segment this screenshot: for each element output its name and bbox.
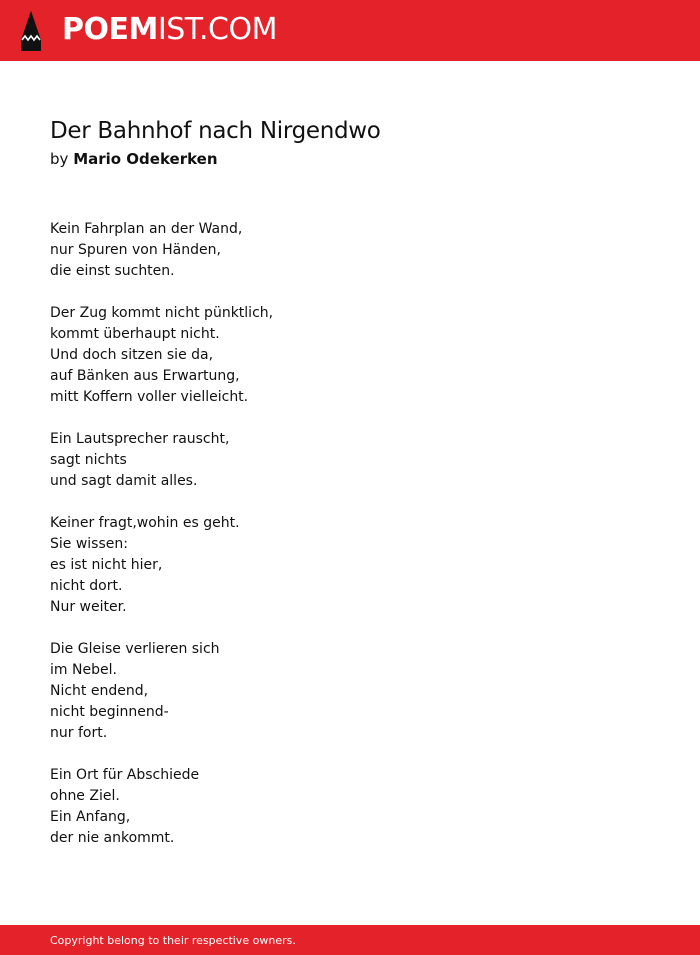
poem-line: nur Spuren von Händen, xyxy=(50,242,221,258)
poem-line: nicht dort. xyxy=(50,578,123,594)
poem-line: es ist nicht hier, xyxy=(50,557,163,573)
poem-line: Ein Lautsprecher rauscht, xyxy=(50,431,230,447)
site-logo[interactable] xyxy=(62,11,277,49)
site-header xyxy=(0,0,700,61)
poem-line: Der Zug kommt nicht pünktlich, xyxy=(50,305,274,321)
stanza xyxy=(50,429,650,492)
author-name: Mario Odekerken xyxy=(73,150,218,168)
poem-body xyxy=(50,219,650,870)
poem-line: nur fort. xyxy=(50,725,108,741)
poem-line: Ein Anfang, xyxy=(50,809,131,825)
poem-line: Keiner fragt,wohin es geht. xyxy=(50,515,240,531)
poem-line: der nie ankommt. xyxy=(50,830,175,846)
copyright-text: Copyright belong to their respective owners. xyxy=(50,934,296,947)
poem-line: auf Bänken aus Erwartung, xyxy=(50,368,240,384)
poem-line: sagt nichts xyxy=(50,452,127,468)
poem-line: Nur weiter. xyxy=(50,599,127,615)
pencil-tip-icon[interactable] xyxy=(18,10,44,52)
poem-line: im Nebel. xyxy=(50,662,117,678)
poem-line: Sie wissen: xyxy=(50,536,128,552)
poem-line: Die Gleise verlieren sich xyxy=(50,641,220,657)
poem-line: Nicht endend, xyxy=(50,683,149,699)
stanza xyxy=(50,303,650,408)
poem-line: kommt überhaupt nicht. xyxy=(50,326,220,342)
stanza xyxy=(50,513,650,618)
poem-line: ohne Ziel. xyxy=(50,788,120,804)
stanza xyxy=(50,639,650,744)
poem-line: die einst suchten. xyxy=(50,263,175,279)
poem-line: Ein Ort für Abschiede xyxy=(50,767,200,783)
logo-text-light: IST.COM xyxy=(157,12,277,47)
poem-line: nicht beginnend- xyxy=(50,704,169,720)
poem-line: Und doch sitzen sie da, xyxy=(50,347,214,363)
poem-title: Der Bahnhof nach Nirgendwo xyxy=(50,118,381,144)
stanza xyxy=(50,219,650,282)
byline xyxy=(50,149,218,169)
by-label: by xyxy=(50,150,69,168)
poem-line: mitt Koffern voller vielleicht. xyxy=(50,389,249,405)
poem-line: Kein Fahrplan an der Wand, xyxy=(50,221,243,237)
logo-text-bold: POEM xyxy=(62,12,158,47)
stanza xyxy=(50,765,650,849)
site-footer xyxy=(0,925,700,955)
poem-line: und sagt damit alles. xyxy=(50,473,198,489)
